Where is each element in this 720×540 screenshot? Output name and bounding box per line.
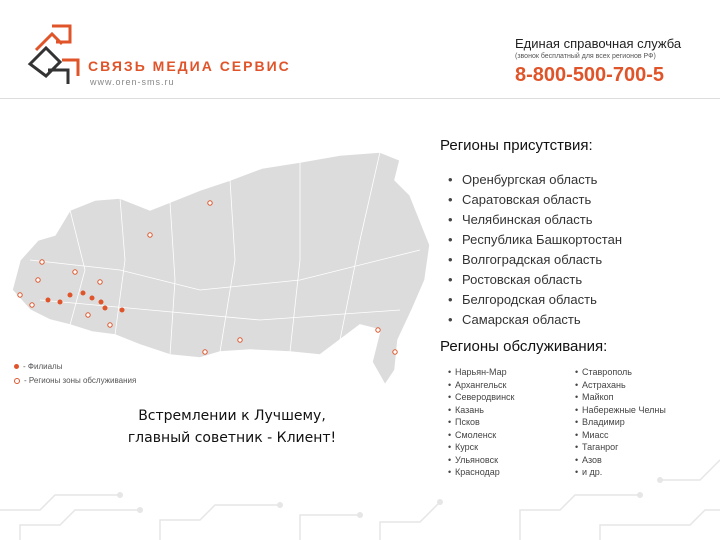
presence-item: • Ростовская область [448, 270, 622, 290]
service-item: • Смоленск [448, 429, 514, 442]
company-url[interactable]: www.oren-sms.ru [90, 77, 175, 87]
hotline-title: Единая справочная служба [515, 36, 682, 51]
presence-item: • Белгородская область [448, 290, 622, 310]
service-item: • Краснодар [448, 466, 514, 479]
presence-item: • Волгоградская область [448, 250, 622, 270]
service-item: • Ставрополь [575, 366, 666, 379]
service-item: • Миасс [575, 429, 666, 442]
service-item: • Майкоп [575, 391, 666, 404]
russia-map [0, 140, 440, 390]
presence-list [448, 170, 622, 330]
company-logo [22, 20, 92, 90]
filled-dot-icon [14, 364, 19, 369]
service-item: • Набережные Челны [575, 404, 666, 417]
presence-title: Регионы присутствия: [440, 137, 593, 154]
service-item: • и др. [575, 466, 666, 479]
service-item: • Астрахань [575, 379, 666, 392]
circuit-decoration [0, 450, 720, 540]
service-title: Регионы обслуживания: [440, 338, 608, 355]
slogan [102, 405, 362, 449]
company-name: СВЯЗЬ МЕДИА СЕРВИС [88, 58, 291, 74]
legend-item-service-zones: - Регионы зоны обслуживания [14, 376, 136, 385]
russia-map-shape [12, 152, 430, 385]
hotline-phone[interactable]: 8-800-500-700-5 [515, 64, 664, 86]
legend-item-branches: - Филиалы [14, 362, 62, 371]
service-item: • Таганрог [575, 441, 666, 454]
service-item: • Архангельск [448, 379, 514, 392]
presence-item: • Саратовская область [448, 190, 622, 210]
slogan-line-1: Встремлении к Лучшему, [138, 408, 326, 424]
hotline-subtitle: (звонок бесплатный для всех регионов РФ) [515, 53, 656, 60]
presence-item: • Республика Башкортостан [448, 230, 622, 250]
hollow-dot-icon [14, 378, 20, 384]
slogan-line-2: главный советник - Клиент! [127, 430, 337, 446]
service-item: • Нарьян-Мар [448, 366, 514, 379]
service-item: • Азов [575, 454, 666, 467]
service-item: • Северодвинск [448, 391, 514, 404]
presence-item: • Самарская область [448, 310, 622, 330]
service-item: • Казань [448, 404, 514, 417]
presence-item: • Оренбургская область [448, 170, 622, 190]
service-item: • Курск [448, 441, 514, 454]
presence-item: • Челябинская область [448, 210, 622, 230]
service-item: • Владимир [575, 416, 666, 429]
service-item: • Псков [448, 416, 514, 429]
header-divider [0, 98, 720, 99]
service-item: • Ульяновск [448, 454, 514, 467]
